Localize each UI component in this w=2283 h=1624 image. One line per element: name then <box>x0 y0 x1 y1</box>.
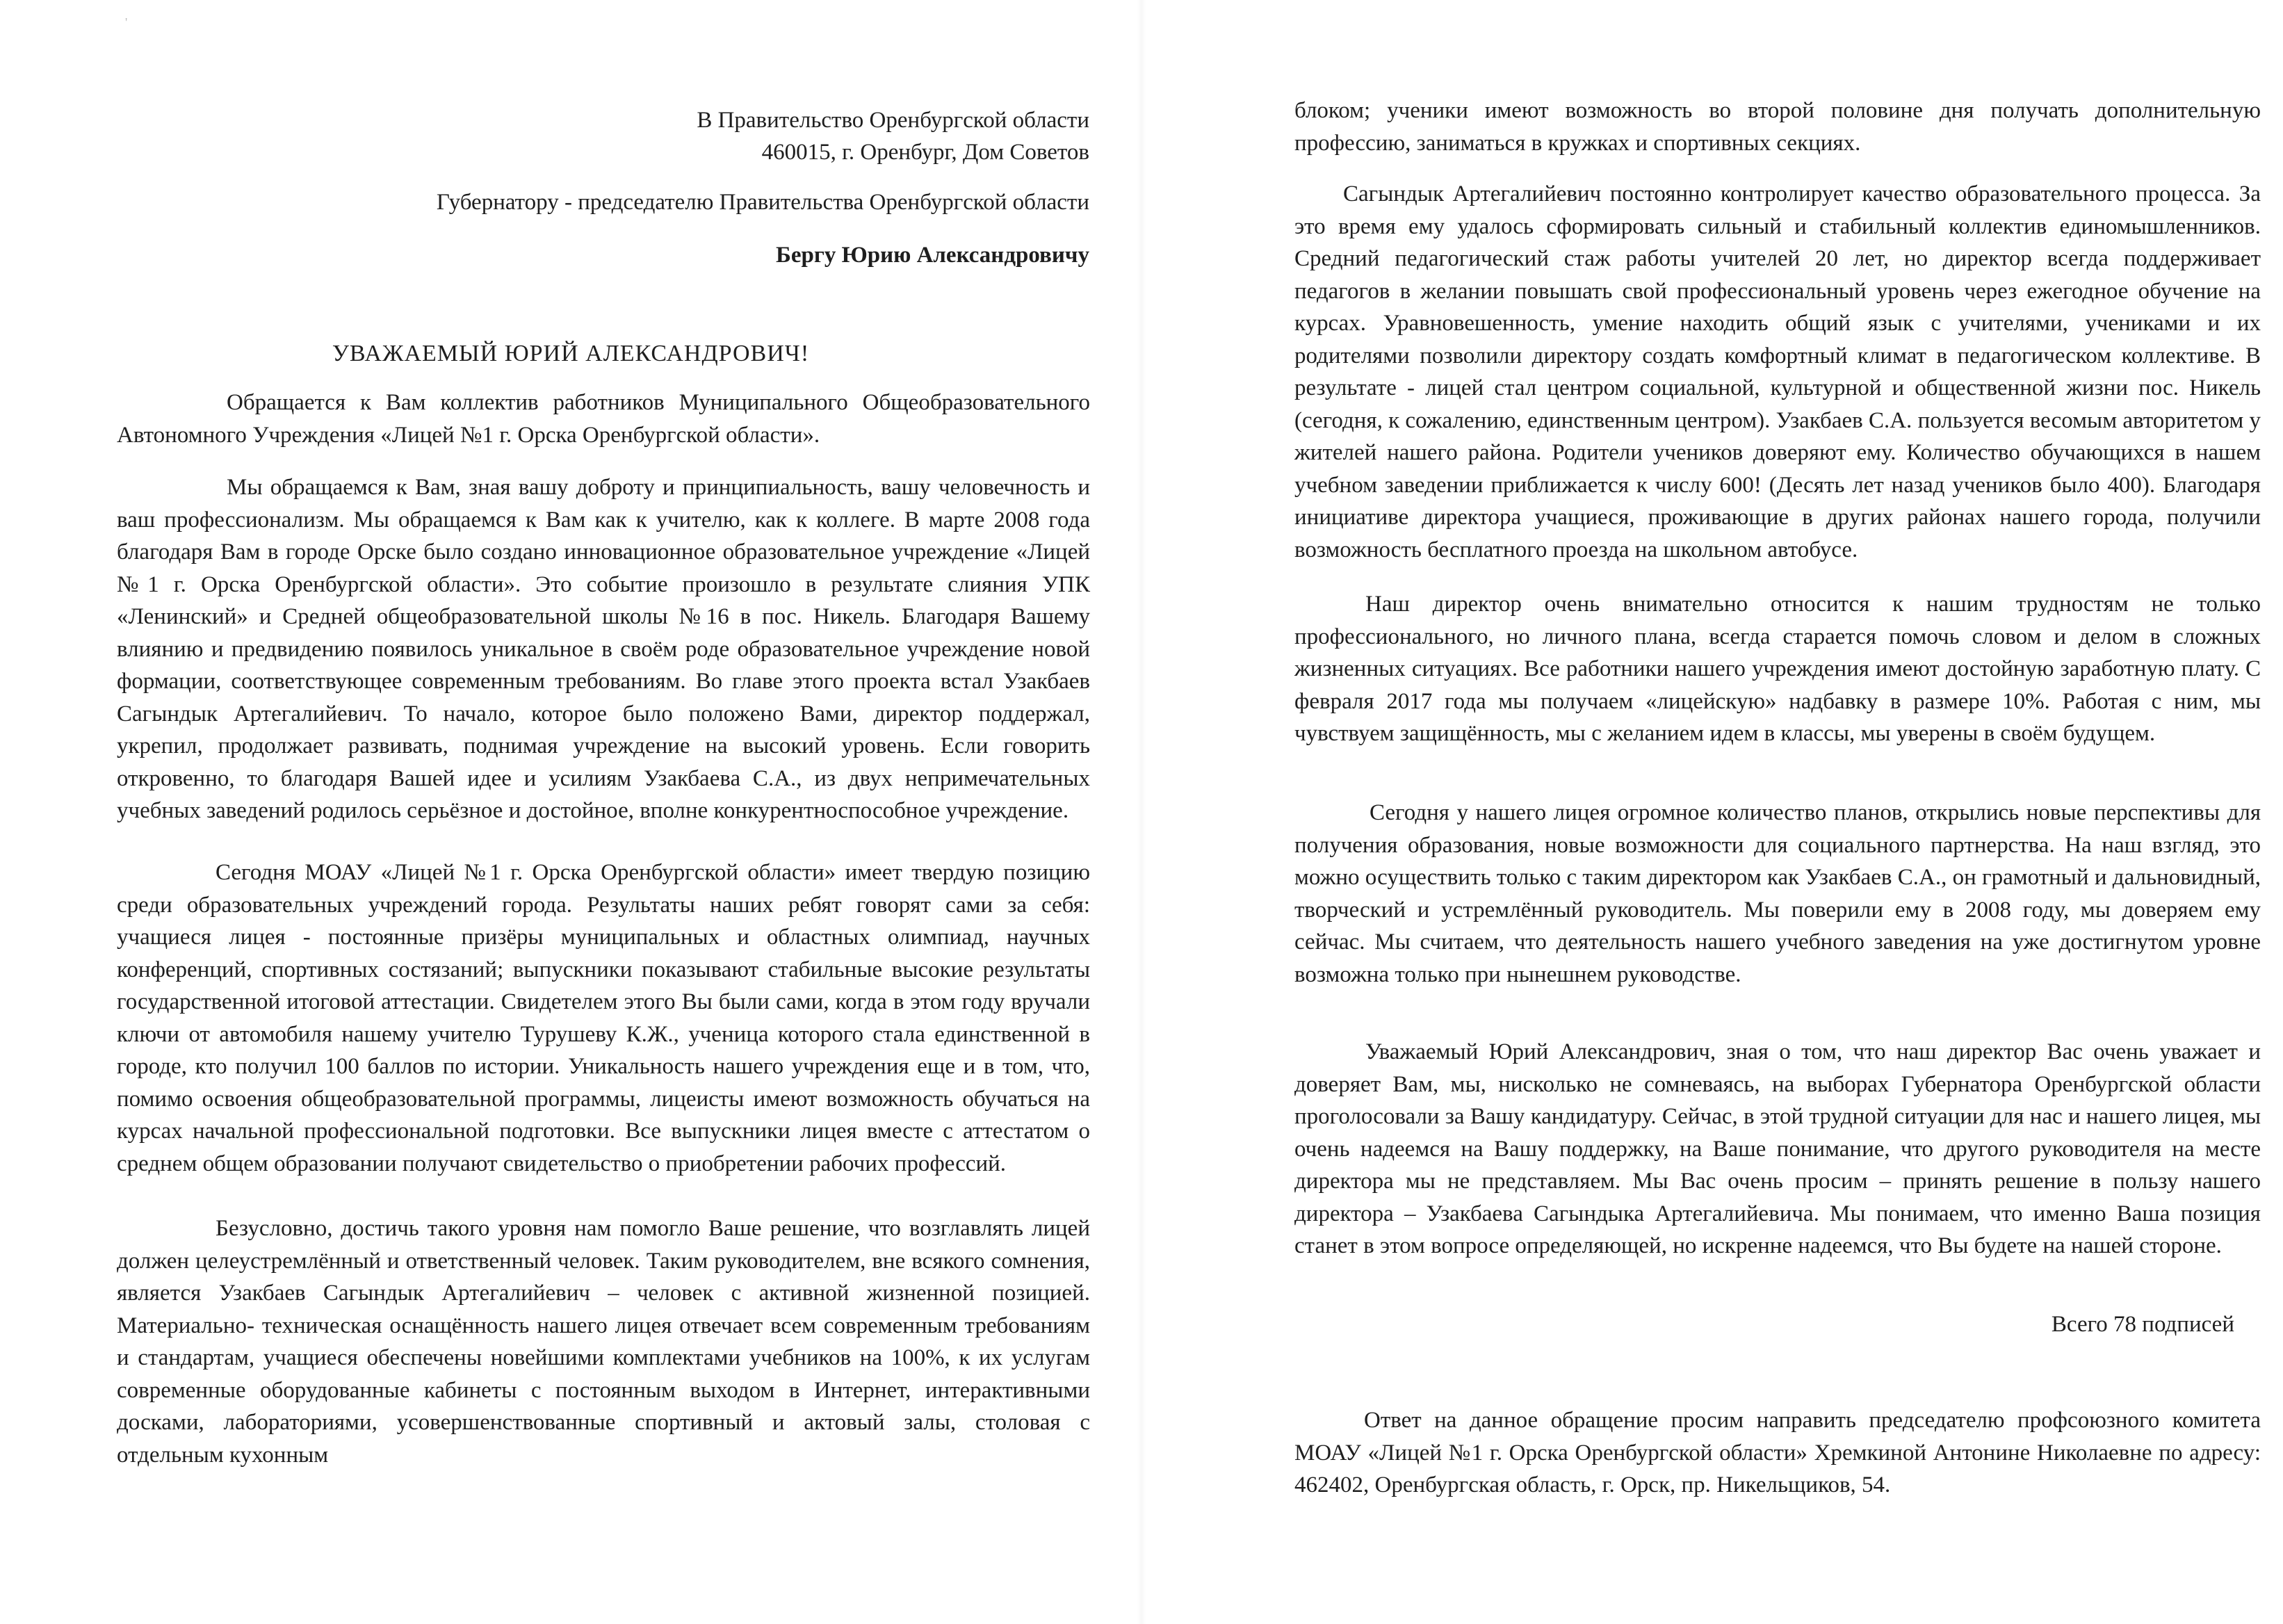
recipient-name: Бергу Юрию Александровичу <box>776 243 1089 268</box>
reply-request: Ответ на данное обращение просим направить председателю профсоюзного комитета МОАУ «Лицей №1 г. Орска Оренбургской области» Хремкиной Антонине Николаевне по адресу: 462402, Оренбургская область, г. Орск, пр. Никельщиков, 54. <box>1294 1408 2261 1497</box>
right-page <box>1142 0 2283 1624</box>
salutation: УВАЖАЕМЫЙ ЮРИЙ АЛЕКСАНДРОВИЧ! <box>332 341 810 366</box>
paragraph-plans: Сегодня у нашего лицея огромное количество планов, открылись новые перспективы для получения образования, новые возможности для социального партнерства. На наш взгляд, это можно осуществить только с таким директором как Узакбаев С.А., он грамотный и дальновидный, творческий и устремлённый руководитель. Мы поверили ему в 2008 году, мы доверяем ему сейчас. Мы считаем, что деятельность нашего учебного заведения на уже достигнутом уровне возможна только при нынешнем руководстве. <box>1294 800 2261 987</box>
signature-count: Всего 78 подписей <box>2051 1312 2234 1337</box>
recipient-address: 460015, г. Оренбург, Дом Советов <box>761 140 1089 165</box>
scan-mark: ' <box>125 15 128 29</box>
paragraph-leadership: Безусловно, достичь такого уровня нам помогло Ваше решение, что возглавлять лицей должен целеустремлённый и ответственный человек. Таким руководителем, вне всякого сомнения, является Узакбаев Сагындык Артегалийевич – человек с активной жизненной позицией. Материально- техническая оснащённость нашего лицея отвечает всем современным требованиям и стандартам, учащиеся обеспечены новейшими комплектами учебников на 100%, к их услугам современные оборудованные кабинеты с постоянным выходом в Интернет, интерактивными досками, лабораториями, усовершенствованные спортивный и актовый залы, столовая с отдельным кухонным <box>117 1216 1090 1468</box>
paragraph-continuation: блоком; ученики имеют возможность во второй половине дня получать дополнительную профессию, заниматься в кружках и спортивных секциях. <box>1294 98 2261 156</box>
paragraph-intro: Обращается к Вам коллектив работников Муниципального Общеобразовательного Автономного Учреждения «Лицей №1 г. Орска Оренбургской области». <box>117 390 1090 448</box>
paragraph-achievements: Сегодня МОАУ «Лицей №1 г. Орска Оренбургской области» имеет твердую позицию среди образовательных учреждений города. Результаты наших ребят говорят сами за себя: учащиеся лицея - постоянные призёры муниципальных и областных олимпиад, научных конференций, спортивных состязаний; выпускники показывают стабильные высокие результаты государственной итоговой аттестации. Свидетелем этого Вы были сами, когда в этом году вручали ключи от автомобиля нашему учителю Турушеву К.Ж., ученица которого стала единственной в городе, кто получил 100 баллов по истории. Уникальность нашего учреждения еще и в том, что, помимо освоения общеобразовательной программы, лицеисты имеют возможность обучаться на курсах начальной профессиональной подготовки. Все выпускники лицея вместе с аттестатом о среднем общем образовании получают свидетельство о приобретении рабочих профессий. <box>117 860 1090 1176</box>
recipient-position: Губернатору - председателю Правительства Оренбургской области <box>436 190 1089 215</box>
paragraph-quality: Сагындык Артегалийевич постоянно контролирует качество образовательного процесса. За это время ему удалось сформировать сильный и стабильный коллектив единомышленников. Средний педагогический стаж работы учителей 20 лет, но директор всегда поддерживает педагогов в желании повышать свой профессиональный уровень через ежегодное обучение на курсах. Уравновешенность, умение находить общий язык с учителями, учениками и их родителями позволили директору создать комфортный климат в педагогическом коллективе. В результате - лицей стал центром социальной, культурной и общественной жизни пос. Никель (сегодня, к сожалению, единственным центром). Узакбаев С.А. пользуется весомым авторитетом у жителей нашего района. Родители учеников доверяют ему. Количество обучающихся в нашем учебном заведении приближается к числу 600! (Десять лет назад учеников было 400). Благодаря инициативе директора учащиеся, проживающие в других районах нашего города, получили возможность бесплатного проезда на школьном автобусе. <box>1294 181 2261 562</box>
paragraph-history: Мы обращаемся к Вам, зная вашу доброту и принципиальность, вашу человечность и ваш профессионализм. Мы обращаемся к Вам как к учителю, как к коллеге. В марте 2008 года благодаря Вам в городе Орске было создано инновационное образовательное учреждение «Лицей №1 г. Орска Оренбургской области». Это событие произошло в результате слияния УПК «Ленинский» и Средней общеобразовательной школы №16 в пос. Никель. Благодаря Вашему влиянию и предвидению появилось уникальное в своём роде образовательное учреждение новой формации, соответствующее современным требованиям. Во главе этого проекта встал Узакбаев Сагындык Артегалийевич. То начало, которое было положено Вами, директор поддержал, укрепил, продолжает развивать, поднимая учреждение на высокий уровень. Если говорить откровенно, то благодаря Вашей идее и усилиям Узакбаева С.А., из двух непримечательных учебных заведений родилось серьёзное и достойное, вполне конкурентноспособное учреждение. <box>117 475 1090 823</box>
paragraph-care: Наш директор очень внимательно относится к нашим трудностям не только профессионального, но личного плана, всегда старается помочь словом и делом в сложных жизненных ситуациях. Все работники нашего учреждения имеют достойную заработную плату. С февраля 2017 года мы получаем «лицейскую» надбавку в размере 10%. Работая с ним, мы чувствуем защищённость, мы с желанием идем в классы, мы уверены в своём будущем. <box>1294 592 2261 746</box>
recipient-org: В Правительство Оренбургской области <box>697 108 1089 133</box>
paragraph-appeal: Уважаемый Юрий Александрович, зная о том, что наш директор Вас очень уважает и доверяет Вам, мы, нисколько не сомневаясь, на выборах Губернатора Оренбургской области проголосовали за Вашу кандидатуру. Сейчас, в этой трудной ситуации для нас и нашего лицея, мы очень надеемся на Вашу поддержку, на Ваше понимание, что другого руководителя на месте директора мы не представляем. Мы Вас очень просим – принять решение в пользу нашего директора – Узакбаева Сагындыка Артегалийевича. Мы понимаем, что именно Ваша позиция станет в этом вопросе определяющей, но искренне надеемся, что Вы будете на нашей стороне. <box>1294 1039 2261 1258</box>
